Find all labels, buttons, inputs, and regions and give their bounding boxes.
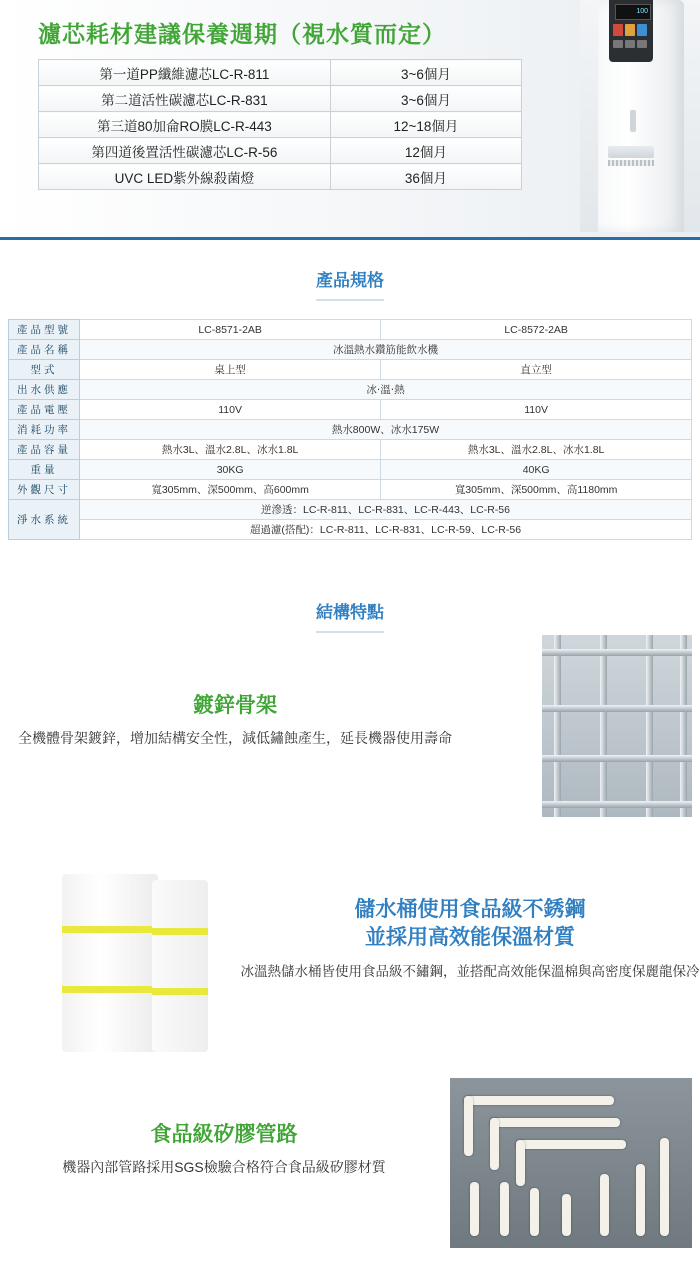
feature-water-tank — [0, 848, 700, 1078]
structure-heading: 結構特點 — [316, 598, 384, 633]
spec-value-left: 30KG — [80, 460, 381, 480]
table-row — [9, 480, 692, 500]
spec-value-left: 寬305mm、深500mm、高600mm — [80, 480, 381, 500]
water-dispenser-photo — [580, 0, 700, 232]
feature-title: 食品級矽膠管路 — [150, 1123, 298, 1146]
spec-value-right: 熱水3L、溫水2.8L、冰水1.8L — [381, 440, 692, 460]
feature-galvanized-frame — [0, 633, 700, 848]
tank-illustration-main — [62, 874, 158, 1052]
spec-label: 出水供應 — [9, 380, 80, 400]
table-row — [39, 112, 522, 138]
spec-value-merged: 冰溫熱水鑽筋能飲水機 — [80, 340, 692, 360]
filter-name: 第二道活性碳濾芯LC-R-831 — [39, 86, 331, 112]
silicone-tubes-photo — [450, 1078, 692, 1248]
structure-section — [0, 572, 700, 1254]
table-row — [9, 400, 692, 420]
frame-illustration — [542, 635, 692, 817]
tank-illustration-side — [152, 880, 208, 1052]
spec-label: 產品名稱 — [9, 340, 80, 360]
dispenser-buttons-secondary — [613, 40, 647, 48]
feature-description: 機器內部管路採用SGS檢驗合格符合食品級矽膠材質 — [62, 1159, 386, 1175]
spec-label: 重量 — [9, 460, 80, 480]
spec-value-right: 直立型 — [381, 360, 692, 380]
spec-value-merged: 冰‧溫‧熱 — [80, 380, 692, 400]
filter-period: 3~6個月 — [330, 60, 521, 86]
dispenser-buttons — [613, 24, 647, 36]
spec-label: 產品型號 — [9, 320, 80, 340]
spec-value-merged: 熱水800W、冰水175W — [80, 420, 692, 440]
table-row — [39, 164, 522, 190]
filter-maintenance-section — [0, 0, 700, 240]
spec-label: 淨水系統 — [9, 500, 80, 540]
filter-maintenance-table — [38, 59, 522, 190]
table-row — [9, 380, 692, 400]
dispenser-grill — [608, 160, 654, 166]
filter-name: 第三道80加侖RO膜LC-R-443 — [39, 112, 331, 138]
spec-value-left: 桌上型 — [80, 360, 381, 380]
table-row — [9, 440, 692, 460]
filter-name: 第一道PP纖維濾芯LC-R-811 — [39, 60, 331, 86]
table-row — [9, 460, 692, 480]
spec-value-left: 熱水3L、溫水2.8L、冰水1.8L — [80, 440, 381, 460]
table-row — [9, 320, 692, 340]
feature-title-line1: 儲水桶使用食品級不銹鋼 — [354, 898, 586, 921]
water-tank-photo — [40, 874, 218, 1052]
feature-description: 冰溫熱儲水桶皆使用食品級不鏽鋼，並搭配高效能保溫棉與高密度保麗龍保冷 — [240, 963, 700, 979]
table-row — [9, 360, 692, 380]
spec-section — [0, 240, 700, 572]
table-row — [9, 340, 692, 360]
feature-silicone-tubes — [0, 1078, 700, 1248]
table-row — [39, 138, 522, 164]
spec-value-merged-2: 超過濾(搭配)：LC-R-811、LC-R-831、LC-R-59、LC-R-56 — [80, 520, 692, 540]
spec-value-right: 40KG — [381, 460, 692, 480]
dispenser-display: 100 — [615, 4, 651, 20]
filter-section-title: 濾芯耗材建議保養週期（視水質而定） — [38, 21, 446, 47]
filter-period: 12個月 — [330, 138, 521, 164]
spec-heading-wrap — [0, 240, 700, 301]
spec-label: 產品電壓 — [9, 400, 80, 420]
filter-period: 12~18個月 — [330, 112, 521, 138]
table-row — [9, 420, 692, 440]
spec-value-right: 110V — [381, 400, 692, 420]
spec-value-right: LC-8572-2AB — [381, 320, 692, 340]
feature-title-line2: 並採用高效能保溫材質 — [365, 926, 575, 950]
product-spec-table — [8, 319, 692, 540]
filter-name: UVC LED紫外線殺菌燈 — [39, 164, 331, 190]
filter-period: 36個月 — [330, 164, 521, 190]
spec-label: 產品容量 — [9, 440, 80, 460]
filter-period: 3~6個月 — [330, 86, 521, 112]
dispenser-control-panel — [609, 0, 653, 62]
spec-value-left: 110V — [80, 400, 381, 420]
table-row — [39, 86, 522, 112]
dispenser-drip-tray — [608, 146, 654, 158]
spec-label: 消耗功率 — [9, 420, 80, 440]
spec-heading: 產品規格 — [316, 266, 384, 301]
table-row — [9, 500, 692, 520]
tubes-illustration — [450, 1078, 692, 1248]
table-row — [9, 520, 692, 540]
spec-value-left: LC-8571-2AB — [80, 320, 381, 340]
feature-description: 全機體骨架鍍鋅，增加結構安全性，減低鏽蝕產生，延長機器使用壽命 — [18, 730, 452, 746]
table-row — [39, 60, 522, 86]
spec-label: 外觀尺寸 — [9, 480, 80, 500]
galvanized-frame-photo — [542, 635, 692, 817]
spec-value-merged: 逆滲透：LC-R-811、LC-R-831、LC-R-443、LC-R-56 — [80, 500, 692, 520]
dispenser-faucet-icon — [630, 110, 636, 132]
spec-label: 型式 — [9, 360, 80, 380]
feature-title: 鍍鋅骨架 — [193, 694, 277, 717]
spec-value-right: 寬305mm、深500mm、高1180mm — [381, 480, 692, 500]
structure-heading-wrap — [0, 572, 700, 633]
filter-name: 第四道後置活性碳濾芯LC-R-56 — [39, 138, 331, 164]
